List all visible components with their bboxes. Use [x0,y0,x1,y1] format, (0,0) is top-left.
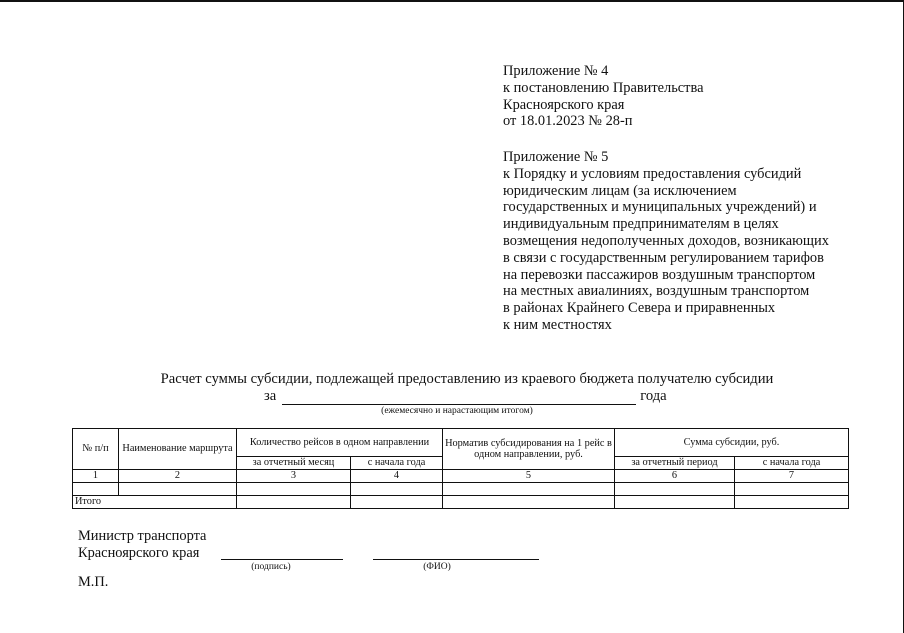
appendix-5-line: на местных авиалиниях, воздушным транспортом [503,283,810,300]
total-cell[interactable] [237,496,351,509]
total-cell[interactable] [735,496,849,509]
period-suffix: года [640,388,667,404]
column-number: 5 [443,470,615,483]
full-name-label: (ФИО) [423,562,451,572]
period-prefix: за [264,388,277,404]
page-top-border [0,0,904,2]
signer-position [78,528,206,562]
table-cell[interactable] [443,483,615,496]
appendix-4-line: от 18.01.2023 № 28-п [503,113,633,130]
header-route: Наименование маршрута [119,429,237,470]
subsidy-table [72,428,849,509]
table-cell[interactable] [351,483,443,496]
total-cell[interactable] [615,496,735,509]
appendix-5-line: к ним местностях [503,316,612,333]
signer-position-line: Красноярского края [78,545,200,561]
calculation-title: Расчет суммы субсидии, подлежащей предоставлению из краевого бюджета получателю субсидии [160,371,774,387]
signer-position-line: Министр транспорта [78,528,207,544]
header-norm: Норматив субсидирования на 1 рейс в одном направлении, руб. [443,429,615,470]
column-number: 2 [119,470,237,483]
period-blank-field[interactable] [282,390,636,405]
appendix-5-line: Приложение № 5 [503,149,609,165]
period-note: (ежемесячно и нарастающим итогом) [381,406,533,416]
table-cell[interactable] [237,483,351,496]
total-cell[interactable] [443,496,615,509]
appendix-5-header [503,149,863,334]
appendix-5-line: на перевозки пассажиров воздушным транспортом [503,266,816,283]
appendix-5-line: возмещения недополученных доходов, возникающих [503,232,829,249]
column-number: 6 [615,470,735,483]
full-name-field[interactable] [373,559,539,560]
subheader-flights-ytd: с начала года [351,457,443,470]
appendix-5-line: к Порядку и условиям предоставления субсидий [503,165,802,182]
header-flights: Количество рейсов в одном направлении [237,429,443,457]
appendix-4-header [503,63,863,130]
subheader-amount-ytd: с начала года [735,457,849,470]
subheader-amount-period: за отчетный период [615,457,735,470]
table-header-row [73,429,849,457]
period-line [264,388,667,405]
header-amount: Сумма субсидии, руб. [615,429,849,457]
signature-label: (подпись) [251,562,291,572]
appendix-4-line: Красноярского края [503,96,625,113]
subheader-flights-month: за отчетный месяц [237,457,351,470]
appendix-5-line: в связи с государственным регулированием тарифов [503,249,824,266]
appendix-5-line: индивидуальным предпринимателям в целях [503,216,779,233]
table-row [73,483,849,496]
signature-field[interactable] [221,559,343,560]
appendix-5-line: государственных и муниципальных учреждений) и [503,199,817,216]
appendix-4-line: Приложение № 4 [503,63,609,79]
total-row [73,496,849,509]
column-number: 1 [73,470,119,483]
appendix-5-line: юридическим лицам (за исключением [503,182,737,199]
appendix-4-line: к постановлению Правительства [503,79,704,96]
header-num: № п/п [73,429,119,470]
table-cell[interactable] [73,483,119,496]
table-cell[interactable] [119,483,237,496]
column-number: 7 [735,470,849,483]
column-number: 4 [351,470,443,483]
stamp-placeholder: М.П. [78,574,109,590]
table-cell[interactable] [735,483,849,496]
total-label: Итого [73,496,237,509]
total-cell[interactable] [351,496,443,509]
column-number: 3 [237,470,351,483]
table-cell[interactable] [615,483,735,496]
column-numbers-row [73,470,849,483]
appendix-5-line: в районах Крайнего Севера и приравненных [503,300,776,317]
